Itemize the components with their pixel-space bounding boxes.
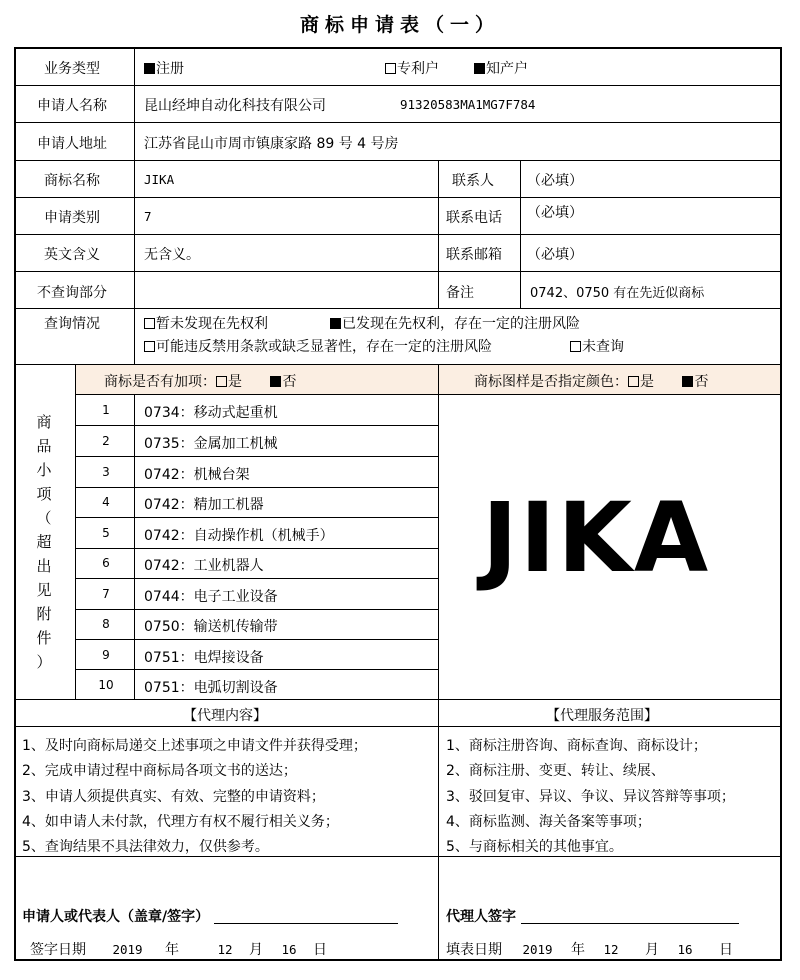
agency-scope-item: 4、商标监测、海关备案等事项； [446,814,651,830]
item-text[interactable]: 0742：精加工机器 [144,497,264,513]
agency-scope-title: 【代理服务范围】 [546,708,658,724]
contact-person-value[interactable]: （必填） [527,173,583,189]
item-text[interactable]: 0751：电焊接设备 [144,650,264,666]
agency-content-item: 2、完成申请过程中商标局各项文书的送达； [22,763,297,779]
agency-scope-item: 2、商标注册、变更、转让、续展、 [446,763,665,779]
register-option-label: 注册 [156,61,184,77]
side-char: 超 [36,533,52,551]
row-line [75,548,438,549]
agent-signature-line[interactable] [521,909,739,924]
business-type-ip[interactable] [474,58,528,78]
contact-phone-label: 联系电话 [446,210,502,226]
row-line [14,308,782,309]
frame-top [14,47,782,49]
trademark-logo: JIKA [482,482,711,594]
query-option-found-label: 已发现在先权利，存在一定的注册风险 [342,316,580,332]
row-line [14,856,782,857]
side-char: 品 [36,437,52,455]
query-option-none-label: 暂未发现在先权利 [156,316,268,332]
row-line [14,122,782,123]
patent-option-label: 专利户 [397,61,439,77]
query-label: 查询情况 [44,316,100,332]
sign-date[interactable] [30,939,327,959]
contact-email-value[interactable]: （必填） [527,247,583,263]
class-value[interactable]: 7 [144,209,152,224]
day-unit: 日 [718,942,733,958]
col-line [438,699,439,959]
query-option-not-queried-label: 未查询 [582,339,624,355]
fill-date[interactable] [446,939,733,959]
contact-email-label: 联系邮箱 [446,247,502,263]
unchecked-box-icon[interactable] [216,376,227,387]
remark-label: 备注 [446,285,474,301]
business-type-register[interactable] [144,58,184,78]
color-yes-label: 是 [640,374,654,390]
day-unit: 日 [312,942,327,958]
applicant-address-value[interactable]: 江苏省昆山市周市镇康家路 89 号 4 号房 [144,136,399,152]
color-question-label: 商标图样是否指定颜色： [474,374,628,390]
checked-box-icon[interactable] [682,376,693,387]
side-char: 出 [36,557,52,575]
addon-yes-label: 是 [228,374,242,390]
agent-signature[interactable] [446,906,739,926]
query-option-violate[interactable] [144,336,492,356]
row-line [75,669,438,670]
exclude-label: 不查询部分 [37,285,107,301]
trademark-name-label: 商标名称 [44,173,100,189]
query-option-not-queried[interactable] [570,336,624,356]
side-char: 商 [36,413,52,431]
fill-month: 12 [603,942,619,957]
sign-day: 16 [281,942,297,957]
sign-date-label: 签字日期 [30,942,86,958]
query-option-none[interactable] [144,313,268,333]
row-line [14,160,782,161]
row-line [75,394,780,395]
side-char: 见 [36,581,52,599]
query-option-found[interactable] [330,313,580,333]
item-number: 1 [102,403,110,417]
query-option-violate-label: 可能违反禁用条款或缺乏显著性，存在一定的注册风险 [156,339,492,355]
row-line [14,271,782,272]
col-line [134,47,135,364]
fill-day: 16 [677,942,693,957]
side-char: 附 [36,605,52,623]
applicant-signature[interactable] [22,906,398,926]
frame-right [780,47,782,960]
row-line [75,609,438,610]
unchecked-box-icon [144,318,155,329]
item-number: 7 [102,587,110,601]
year-unit: 年 [165,942,180,958]
item-text[interactable]: 0735：金属加工机械 [144,436,278,452]
applicant-name-label: 申请人名称 [37,98,107,114]
row-line [75,456,438,457]
col-line [438,364,439,699]
color-question [474,371,708,391]
goods-side-label [29,410,59,674]
row-line [14,197,782,198]
col-line [438,160,439,308]
form-title: 商标申请表（一） [299,14,500,36]
item-text[interactable]: 0742：机械台架 [144,467,250,483]
applicant-signature-line[interactable] [214,909,398,924]
business-type-patent[interactable] [385,58,439,78]
checked-box-icon [330,318,341,329]
checked-box-icon[interactable] [270,376,281,387]
applicant-name-value[interactable]: 昆山经坤自动化科技有限公司 [144,98,326,114]
class-label: 申请类别 [44,210,100,226]
row-line [75,517,438,518]
fill-date-label: 填表日期 [446,942,502,958]
item-number: 9 [102,648,110,662]
checked-box-icon [474,63,485,74]
side-char: （ [36,509,52,527]
business-type-label: 业务类型 [44,61,100,77]
agency-scope-item: 5、与商标相关的其他事宜。 [446,839,623,855]
agency-content-item: 5、查询结果不具法律效力，仅供参考。 [22,839,269,855]
item-text[interactable]: 0742：自动操作机（机械手） [144,528,334,544]
row-line [14,85,782,86]
agent-signature-label: 代理人签字 [446,909,516,925]
addon-question [104,371,296,391]
item-number: 2 [102,434,110,448]
row-line [14,726,782,727]
side-char: 小 [36,461,52,479]
unchecked-box-icon [144,341,155,352]
addon-question-label: 商标是否有加项： [104,374,216,390]
meaning-value[interactable]: 无含义。 [144,247,200,263]
sign-year: 2019 [112,942,143,957]
row-line [14,699,782,700]
year-unit: 年 [571,942,586,958]
item-number: 10 [98,678,114,692]
addon-no-label: 否 [282,374,297,390]
row-line [75,639,438,640]
agency-content-item: 1、及时向商标局递交上述事项之申请文件并获得受理； [22,738,367,754]
agency-scope-item: 1、商标注册咨询、商标查询、商标设计； [446,738,707,754]
unchecked-box-icon [385,63,396,74]
color-no-label: 否 [694,374,709,390]
fill-year: 2019 [522,942,553,957]
side-char: 项 [36,485,52,503]
item-number: 4 [102,495,110,509]
col-line [520,160,521,308]
agency-scope-item: 3、驳回复审、异议、争议、异议答辩等事项； [446,789,735,805]
row-line [75,487,438,488]
trademark-name-value[interactable]: JIKA [144,172,175,187]
item-number: 8 [102,617,110,631]
item-text[interactable]: 0742：工业机器人 [144,558,264,574]
row-line [14,234,782,235]
frame-bottom [14,959,782,961]
frame-left [14,47,16,960]
unchecked-box-icon [570,341,581,352]
contact-phone-value[interactable]: （必填） [527,205,583,221]
item-text[interactable]: 0751：电弧切割设备 [144,680,278,696]
checked-box-icon [144,63,155,74]
row-line [75,578,438,579]
item-number: 6 [102,556,110,570]
applicant-signature-label: 申请人或代表人（盖章/签字） [22,909,210,925]
ip-option-label: 知产户 [486,61,528,77]
item-text[interactable]: 0750：输送机传输带 [144,619,278,635]
contact-person-label: 联系人 [452,173,494,189]
sign-month: 12 [217,942,233,957]
agency-content-item: 3、申请人须提供真实、有效、完整的申请资料； [22,789,325,805]
applicant-credit-code[interactable]: 91320583MA1MG7F784 [400,97,536,112]
month-unit: 月 [248,942,263,958]
side-char: ） [36,653,52,671]
agency-content-item: 4、如申请人未付款，代理方有权不履行相关义务； [22,814,339,830]
remark-value[interactable]: 0742、0750 有在先近似商标 [530,286,705,301]
item-number: 3 [102,465,110,479]
row-line [75,425,438,426]
item-number: 5 [102,526,110,540]
agency-content-title: 【代理内容】 [183,708,267,724]
unchecked-box-icon[interactable] [628,376,639,387]
item-text[interactable]: 0744：电子工业设备 [144,589,278,605]
meaning-label: 英文含义 [44,247,100,263]
applicant-address-label: 申请人地址 [37,136,107,152]
month-unit: 月 [644,942,659,958]
side-char: 件 [36,629,52,647]
item-text[interactable]: 0734：移动式起重机 [144,405,278,421]
